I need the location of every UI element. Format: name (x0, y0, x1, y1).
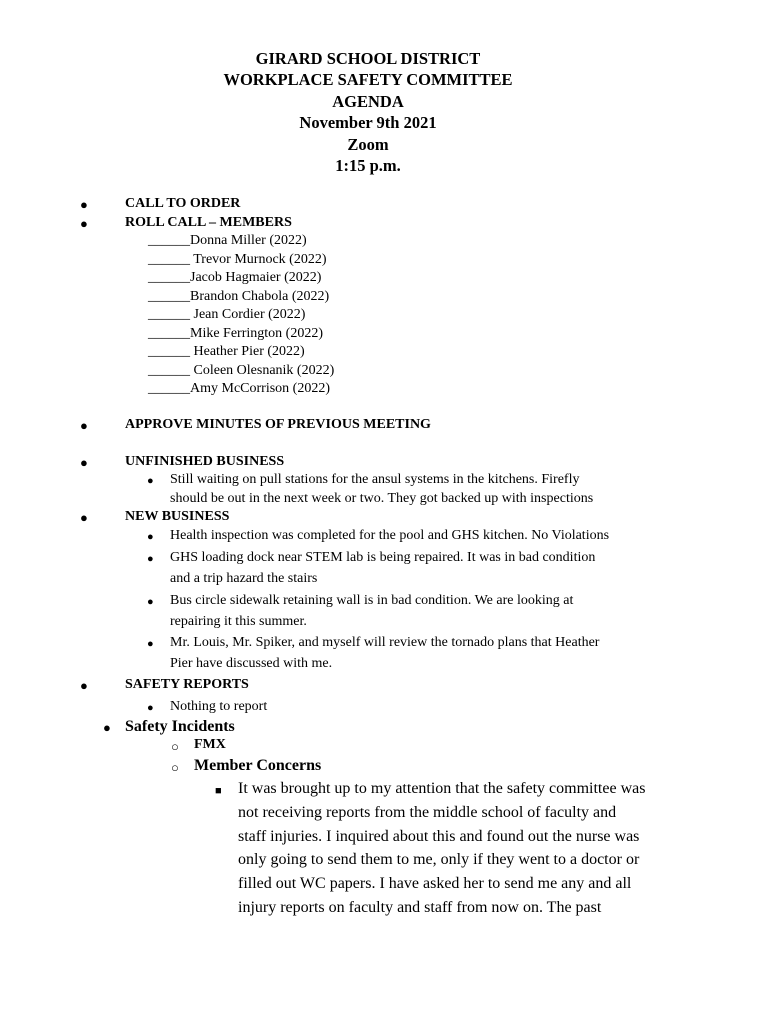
bullet-icon: ● (147, 531, 154, 543)
fmx-subheading: FMX (194, 737, 226, 752)
list-item: GHS loading dock near STEM lab is being repaired. It was in bad condition (170, 550, 596, 565)
unfinished-business-heading: UNFINISHED BUSINESS (125, 454, 285, 469)
bullet-icon: ● (147, 596, 154, 608)
circle-bullet-icon: ○ (171, 739, 179, 754)
member-line: ______Amy McCorrison (2022) (148, 381, 330, 396)
concern-line: It was brought up to my attention that the safety committee was (238, 780, 646, 797)
concern-line: injury reports on faculty and staff from now on. The past (238, 899, 602, 916)
meeting-date: November 9th 2021 (299, 113, 437, 133)
concern-line: not receiving reports from the middle school of faculty and (238, 804, 617, 821)
concern-line: filled out WC papers. I have asked her to send me any and all (238, 875, 632, 892)
list-item-continued: and a trip hazard the stairs (170, 571, 318, 586)
district-title: GIRARD SCHOOL DISTRICT (255, 49, 481, 68)
member-line: ______ Heather Pier (2022) (148, 344, 305, 359)
safety-incidents-heading: Safety Incidents (125, 718, 235, 735)
bullet-icon: ● (80, 455, 88, 470)
roll-call-heading: ROLL CALL – MEMBERS (125, 215, 292, 230)
bullet-icon: ● (147, 638, 154, 650)
new-business-heading: NEW BUSINESS (125, 509, 230, 524)
committee-title: WORKPLACE SAFETY COMMITTEE (223, 70, 513, 90)
concern-line: only going to send them to me, only if they went to a doctor or (238, 851, 640, 868)
member-line: ______ Coleen Olesnanik (2022) (148, 363, 335, 378)
concern-line: staff injuries. I inquired about this and found out the nurse was (238, 828, 640, 845)
list-item: Health inspection was completed for the pool and GHS kitchen. No Violations (170, 528, 610, 543)
member-line: ______Brandon Chabola (2022) (148, 289, 330, 304)
meeting-location: Zoom (347, 134, 389, 154)
bullet-icon: ● (103, 720, 111, 735)
list-item: Bus circle sidewalk retaining wall is in bad condition. We are looking at (170, 593, 574, 608)
member-line: ______Jacob Hagmaier (2022) (148, 270, 322, 285)
bullet-icon: ● (80, 197, 88, 212)
bullet-icon: ● (147, 475, 154, 487)
circle-bullet-icon: ○ (171, 760, 179, 775)
bullet-icon: ● (147, 553, 154, 565)
bullet-icon: ● (147, 702, 154, 714)
list-item: Mr. Louis, Mr. Spiker, and myself will review the tornado plans that Heather (170, 635, 600, 650)
bullet-icon: ● (80, 216, 88, 231)
agenda-title: AGENDA (332, 91, 404, 111)
list-item: Still waiting on pull stations for the ansul systems in the kitchens. Firefly (170, 472, 580, 487)
member-line: ______Mike Ferrington (2022) (148, 326, 323, 341)
document-header (0, 48, 736, 176)
safety-reports-heading: SAFETY REPORTS (125, 677, 249, 692)
bullet-icon: ● (80, 418, 88, 433)
list-item: Nothing to report (170, 699, 268, 714)
bullet-icon: ● (80, 510, 88, 525)
meeting-time: 1:15 p.m. (335, 156, 401, 176)
list-item-continued: repairing it this summer. (170, 614, 307, 629)
call-to-order-heading: CALL TO ORDER (125, 196, 241, 211)
list-item-continued: should be out in the next week or two. They got backed up with inspections (170, 491, 594, 506)
bullet-icon: ● (80, 678, 88, 693)
square-bullet-icon: ■ (215, 785, 222, 797)
member-line: ______Donna Miller (2022) (148, 233, 307, 248)
member-concerns-subheading: Member Concerns (194, 757, 322, 774)
member-line: ______ Trevor Murnock (2022) (148, 252, 327, 267)
approve-minutes-heading: APPROVE MINUTES OF PREVIOUS MEETING (125, 417, 431, 432)
list-item-continued: Pier have discussed with me. (170, 656, 333, 671)
member-line: ______ Jean Cordier (2022) (148, 307, 306, 322)
